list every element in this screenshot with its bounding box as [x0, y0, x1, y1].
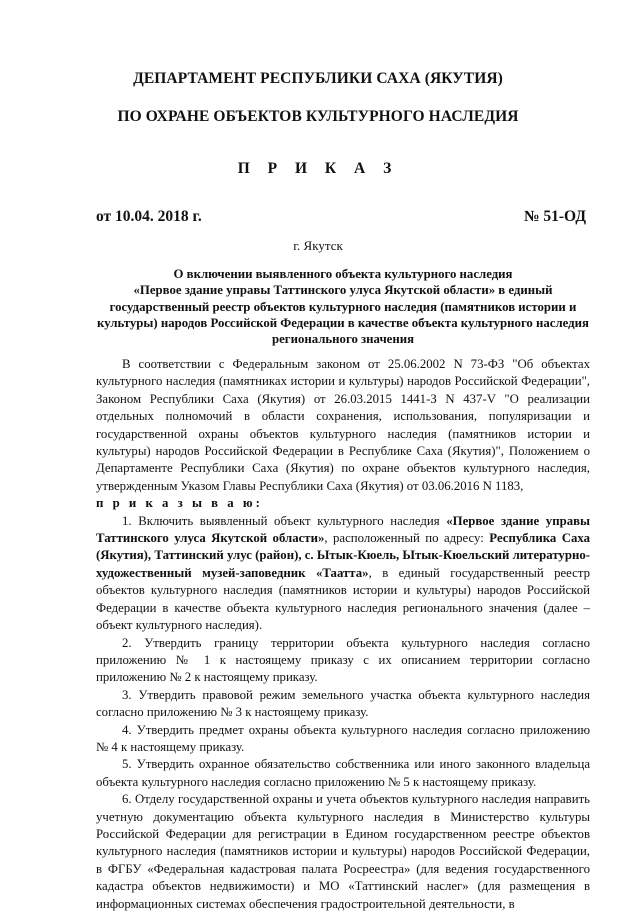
- item-3-paragraph: 3. Утвердить правовой режим земельного участка объекта культурного наследия согласно приложению № 3 к настоящему приказу.: [96, 687, 590, 720]
- preamble-paragraph: [96, 356, 590, 495]
- item-1-lead: 1. Включить выявленный объект культурного наследия: [122, 513, 447, 528]
- item-4-paragraph: 4. Утвердить предмет охраны объекта культурного наследия согласно приложению № 4 к настоящему приказу.: [96, 722, 590, 754]
- document-date: от 10.04. 2018 г.: [96, 208, 202, 225]
- document-city: г. Якутск: [293, 238, 343, 253]
- title-line: О включении выявленного объекта культурного наследия: [173, 267, 513, 281]
- document-body: [96, 356, 590, 913]
- decree-word: п р и к а з ы в а ю:: [96, 496, 263, 511]
- title-line: государственный реестр объектов культурного наследия (памятников истории и: [109, 299, 577, 314]
- department-name-line1: ДЕПАРТАМЕНТ РЕСПУБЛИКИ САХА (ЯКУТИЯ): [133, 70, 503, 87]
- item-1-object-name: «Первое здание управы Таттинского улуса Якутской области»: [96, 513, 590, 546]
- title-line: регионального значения: [271, 332, 415, 347]
- preamble-text: В соответствии с Федеральным законом от 25.06.2002 N 73-ФЗ "Об объектах культурного наследия (памятниках истории и культуры) народов Российской Федерации", Законом Республики Саха (Якутия) от 26.03.2015 1441-З N 437-V "О реализации отдельных полномочий в области сохранения, использования, популяризации и государственной охраны объектов культурного наследия (памятников истории и культуры) народов Российской Федерации в Республике Саха (Якутия)", Положением о Департаменте Республики Саха (Якутия) по охране объектов культурного наследия, утвержденным Указом Главы Республики Саха (Якутия) от 03.06.2016 N 1183,: [96, 357, 590, 493]
- item-2-paragraph: 2. Утвердить границу территории объекта культурного наследия согласно приложению № 1 к настоящему приказу с их описанием территории согласно приложению № 2 к настоящему приказу.: [96, 635, 590, 685]
- title-line: культуры) народов Российской Федерации в качестве объекта культурного наследия: [97, 315, 589, 330]
- item-1-tail: , в единый государственный реестр объектов культурного наследия (памятников истории и культуры) народов Российской Федерации в качестве объекта культурного наследия регионального значения (далее – объект культурного наследия).: [96, 565, 590, 633]
- document-number: № 51-ОД: [523, 208, 586, 225]
- title-line: «Первое здание управы Таттинского улуса Якутской области» в единый: [133, 283, 553, 298]
- item-1-mid: , расположенный по адресу:: [324, 531, 490, 546]
- department-name-line2: ПО ОХРАНЕ ОБЪЕКТОВ КУЛЬТУРНОГО НАСЛЕДИЯ: [117, 108, 519, 125]
- item-5-paragraph: 5. Утвердить охранное обязательство собственника или иного законного владельца объекта культурного наследия согласно приложению № 5 к настоящему приказу.: [96, 757, 590, 789]
- item-1-address: Республика Саха (Якутия), Таттинский улус (район), с. Ытык-Кюель, Ытык-Кюельский литературно-художественный музей-заповедник «Таатта»: [96, 531, 590, 580]
- item-6-paragraph: 6. Отделу государственной охраны и учета объектов культурного наследия направить учетную документацию объекта культурного наследия в Министерство культуры Российской Федерации для регистрации в Едином государственном реестре объектов культурного наследия (памятников истории и культуры) народов Российской Федерации, в ФГБУ «Федеральная кадастровая палата Росреестра» (для ведения государственного кадастра объектов недвижимости) и МО «Таттинский наслег» (для размещения в информационных системах обеспечения градостроительной деятельности, в: [96, 792, 590, 911]
- document-type: П Р И К А З: [237, 160, 399, 177]
- document-title: [96, 266, 590, 347]
- item-1-paragraph: [96, 513, 590, 635]
